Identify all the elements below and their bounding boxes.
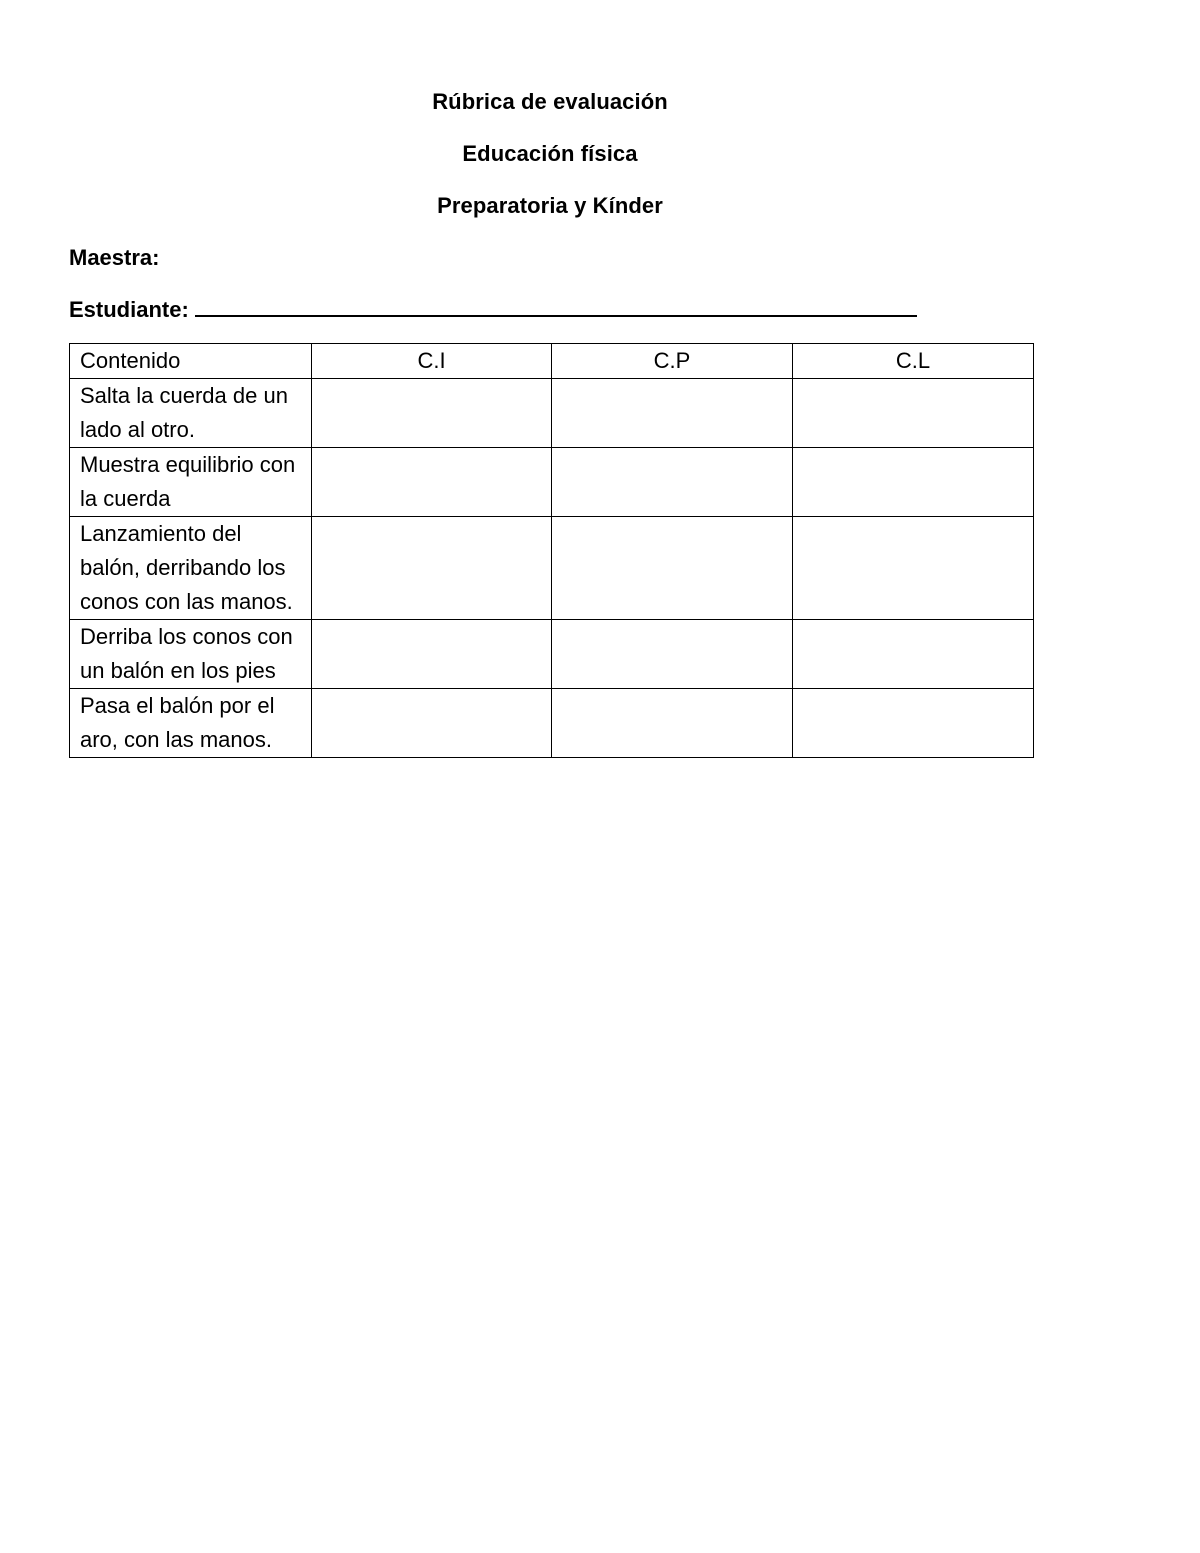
criterion-cell: Pasa el balón por el aro, con las manos.	[70, 689, 312, 758]
score-cell-cp	[552, 448, 793, 517]
table-row	[70, 517, 1034, 620]
header-cl: C.L	[793, 344, 1034, 379]
table-row	[70, 448, 1034, 517]
criterion-cell: Derriba los conos con un balón en los pies	[70, 620, 312, 689]
score-cell-cp	[552, 689, 793, 758]
score-cell-cl	[793, 620, 1034, 689]
table-row	[70, 620, 1034, 689]
header-cp: C.P	[552, 344, 793, 379]
score-cell-cl	[793, 448, 1034, 517]
score-cell-cp	[552, 379, 793, 448]
rubric-table	[69, 343, 1034, 758]
score-cell-cl	[793, 379, 1034, 448]
score-cell-cp	[552, 620, 793, 689]
rubric-header-row	[70, 344, 1034, 379]
score-cell-ci	[312, 379, 552, 448]
score-cell-cl	[793, 517, 1034, 620]
criterion-cell: Lanzamiento del balón, derribando los conos con las manos.	[70, 517, 312, 620]
criterion-cell: Salta la cuerda de un lado al otro.	[70, 379, 312, 448]
score-cell-ci	[312, 620, 552, 689]
score-cell-ci	[312, 448, 552, 517]
header-ci: C.I	[312, 344, 552, 379]
criterion-cell: Muestra equilibrio con la cuerda	[70, 448, 312, 517]
score-cell-cp	[552, 517, 793, 620]
score-cell-ci	[312, 689, 552, 758]
document-subject: Educación física	[462, 141, 638, 166]
table-row	[70, 689, 1034, 758]
score-cell-cl	[793, 689, 1034, 758]
score-cell-ci	[312, 517, 552, 620]
student-field	[69, 296, 917, 324]
teacher-field	[69, 244, 159, 272]
table-row	[70, 379, 1034, 448]
student-label: Estudiante:	[69, 297, 189, 322]
student-name-blank-line	[195, 299, 917, 317]
header-contenido: Contenido	[70, 344, 312, 379]
document-title: Rúbrica de evaluación	[432, 89, 668, 114]
teacher-label: Maestra:	[69, 245, 160, 270]
document-level: Preparatoria y Kínder	[437, 193, 663, 218]
